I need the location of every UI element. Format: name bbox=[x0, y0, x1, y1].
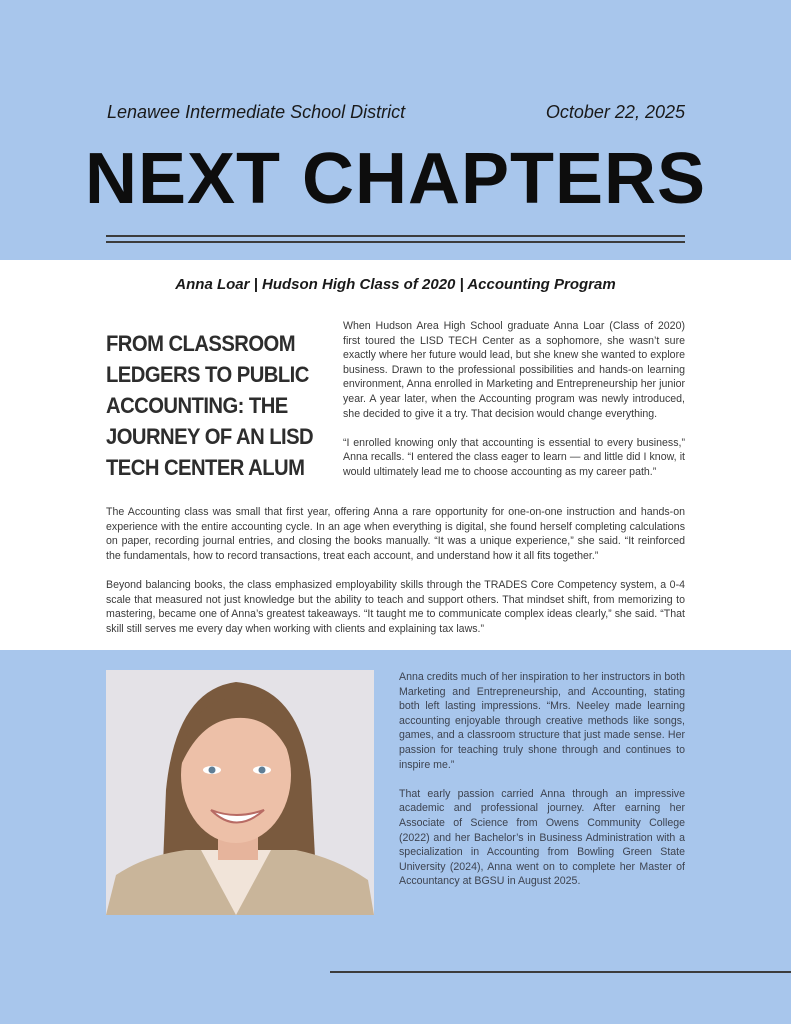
paragraph: “I enrolled knowing only that accounting is essential to every business,” Anna recalls. “I entered the class eager to learn — and little did I know, it would ultimately lead me to choose accounting as my career path.” bbox=[343, 436, 685, 478]
header-divider-top bbox=[106, 235, 685, 237]
newsletter-title: NEXT CHAPTERS bbox=[84, 139, 707, 219]
header-band bbox=[0, 0, 791, 260]
portrait-photo bbox=[106, 670, 374, 915]
header-divider-bottom bbox=[106, 241, 685, 243]
paragraph: When Hudson Area High School graduate Anna Loar (Class of 2020) first toured the LISD TECH Center as a sophomore, she wasn’t sure exactly where her future would lead, but she knew she wanted to explore business. Drawn to the professional possibilities and hands-on learning environment, Anna enrolled in Marketing and Entrepreneurship her junior year. A year later, when the Accounting program was newly introduced, she decided to give it a try. That decision would change everything. bbox=[343, 320, 685, 420]
intro-column bbox=[343, 319, 685, 494]
article-subtitle: Anna Loar | Hudson High Class of 2020 | Accounting Program bbox=[175, 276, 616, 293]
issue-date: October 22, 2025 bbox=[545, 102, 685, 122]
paragraph: That early passion carried Anna through an impressive academic and professional journey. After earning her Associate of Science from Owens Community College (2022) and her Bachelor’s in Business Administration with a specialization in Accounting from Bowling Green State University (2024), Anna went on to complete her Master of Accountancy at BGSU in August 2025. bbox=[399, 787, 685, 888]
footer-divider bbox=[330, 971, 791, 973]
profile-column bbox=[399, 670, 685, 904]
paragraph: The Accounting class was small that first year, offering Anna a rare opportunity for one-on-one instruction and hands-on experience with the entire accounting cycle. In an age when everything is digital, she found herself completing calculations on paper, recording journal entries, and closing the books manually. “It was a unique experience,” she said. “It reinforced the fundamentals, how to record transactions, treat each account, and understand how it all fits together.” bbox=[106, 506, 685, 562]
paragraph: Anna credits much of her inspiration to her instructors in both Marketing and Entrepreneurship, and Accounting, stating both left lasting impressions. “Mrs. Neeley made learning accounting enjoyable through creative methods like songs, games, and a classroom structure that just made sense. Her passion for teaching truly shone through and continues to inspire me.” bbox=[399, 671, 685, 771]
paragraph: Beyond balancing books, the class emphasized employability skills through the TRADES Core Competency system, a 0-4 scale that measured not just knowledge but the ability to teach and support others. That mindset shift, from memorizing to mastering, became one of Anna’s greatest takeaways. “It taught me to communicate complex ideas clearly,” she said. “That skill still serves me every day when working with clients and explaining tax laws.” bbox=[106, 578, 685, 635]
main-text bbox=[106, 505, 685, 651]
organization-name: Lenawee Intermediate School District bbox=[107, 102, 406, 122]
article-headline: FROM CLASSROOM LEDGERS TO PUBLIC ACCOUNTING: THE JOURNEY OF AN LISD TECH CENTER ALUM bbox=[106, 331, 314, 480]
